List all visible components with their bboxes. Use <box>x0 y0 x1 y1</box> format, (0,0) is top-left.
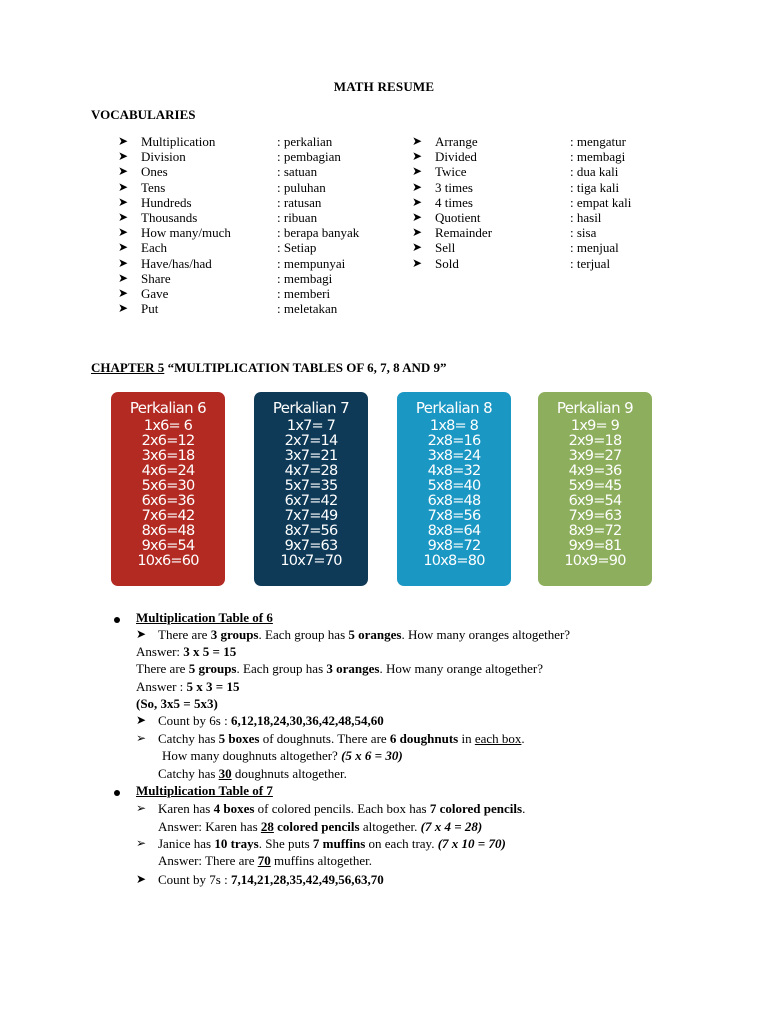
card-fact: 9x6=54 <box>141 538 195 554</box>
arrow-bullet-icon: ➤ <box>118 225 129 240</box>
chapter-title: “MULTIPLICATION TABLES OF 6, 7, 8 AND 9” <box>164 360 447 375</box>
vocab-word: Division <box>141 149 186 165</box>
chapter-label: CHAPTER 5 <box>91 360 165 375</box>
vocab-word: Arrange <box>435 134 478 149</box>
sec6-line7: Catchy has 5 boxes of doughnuts. There are 6 doughnuts in each box. <box>158 731 525 746</box>
card-fact: 2x9=18 <box>568 433 622 449</box>
vocab-word: Quotient <box>435 210 481 225</box>
multiplication-card <box>111 392 225 586</box>
vocab-meaning: : menjual <box>570 240 619 256</box>
sec6-line2: Answer: 3 x 5 = 15 <box>136 644 237 659</box>
card-fact: 8x9=72 <box>568 523 622 539</box>
arrow-bullet-icon: ➤ <box>412 210 423 224</box>
card-fact: 9x9=81 <box>568 538 622 554</box>
arrow-bullet-icon: ➤ <box>118 164 129 179</box>
arrow-bullet-icon: ➤ <box>118 194 129 209</box>
arrow-bullet-icon: ➤ <box>412 255 423 270</box>
arrow-bullet-icon: ➢ <box>136 801 147 815</box>
vocab-meaning: : memberi <box>277 286 331 301</box>
arrow-bullet-icon: ➤ <box>118 286 129 300</box>
multiplication-card <box>538 392 652 586</box>
sec7-line3: Janice has 10 trays. She puts 7 muffins on each tray. (7 x 10 = 70) <box>158 836 506 851</box>
arrow-bullet-icon: ➢ <box>136 836 147 850</box>
vocab-word: Hundreds <box>141 194 192 210</box>
vocab-word: Twice <box>435 164 467 180</box>
card-fact: 5x6=30 <box>141 478 195 494</box>
card-fact: 10x9=90 <box>564 553 626 569</box>
vocab-word: Sell <box>435 240 456 256</box>
multiplication-card <box>397 392 511 586</box>
vocab-meaning: : dua kali <box>570 164 619 180</box>
card-fact: 1x7= 7 <box>286 418 336 434</box>
arrow-bullet-icon: ➤ <box>136 713 147 727</box>
card-fact: 9x7=63 <box>284 538 338 554</box>
arrow-bullet-icon: ➤ <box>118 301 129 316</box>
sec6-line4: Answer : 5 x 3 = 15 <box>136 679 240 694</box>
card-fact: 6x8=48 <box>427 493 481 509</box>
vocab-meaning: : membagi <box>570 149 626 165</box>
vocab-word: Share <box>141 270 171 286</box>
sec6-line9: Catchy has 30 doughnuts altogether. <box>158 766 347 781</box>
card-fact: 5x8=40 <box>427 478 481 494</box>
card-fact: 4x7=28 <box>284 463 338 479</box>
arrow-bullet-icon: ➢ <box>136 731 147 745</box>
sec7-line1: Karen has 4 boxes of colored pencils. Each box has 7 colored pencils. <box>158 801 526 816</box>
vocab-meaning: : mempunyai <box>277 255 346 271</box>
arrow-bullet-icon: ➤ <box>118 210 129 224</box>
arrow-bullet-icon: ➤ <box>136 872 147 886</box>
card-fact: 3x6=18 <box>141 448 195 464</box>
arrow-bullet-icon: ➤ <box>412 225 423 240</box>
card-fact: 2x8=16 <box>427 433 481 449</box>
vocab-meaning: : pembagian <box>277 149 341 165</box>
section-6-heading: Multiplication Table of 6 <box>136 610 273 625</box>
vocab-word: Thousands <box>141 210 198 225</box>
vocab-word: Put <box>141 301 159 317</box>
vocab-meaning: : puluhan <box>277 179 326 195</box>
vocab-meaning: : meletakan <box>277 301 338 317</box>
card-fact: 2x7=14 <box>284 433 338 449</box>
vocab-word: Tens <box>141 179 166 195</box>
card-fact: 7x8=56 <box>427 508 481 524</box>
arrow-bullet-icon: ➤ <box>412 134 423 148</box>
multiplication-card <box>254 392 368 586</box>
card-fact: 6x9=54 <box>568 493 622 509</box>
card-fact: 8x6=48 <box>141 523 195 539</box>
card-fact: 1x6= 6 <box>143 418 193 434</box>
card-fact: 6x6=36 <box>141 493 195 509</box>
vocab-meaning: : hasil <box>570 210 602 225</box>
card-fact: 1x8= 8 <box>429 418 479 434</box>
section-7-heading: Multiplication Table of 7 <box>136 783 273 798</box>
arrow-bullet-icon: ➤ <box>118 134 129 148</box>
sec6-line3: There are 5 groups. Each group has 3 oranges. How many orange altogether? <box>136 661 544 676</box>
vocab-meaning: : berapa banyak <box>277 225 360 241</box>
arrow-bullet-icon: ➤ <box>412 179 423 194</box>
vocab-meaning: : ratusan <box>277 194 322 210</box>
card-fact: 4x9=36 <box>568 463 622 479</box>
arrow-bullet-icon: ➤ <box>136 627 147 641</box>
sec7-line4: Answer: There are 70 muffins altogether. <box>158 853 372 868</box>
vocab-word: Each <box>141 240 167 256</box>
vocab-word: Remainder <box>435 225 493 241</box>
vocab-meaning: : mengatur <box>570 134 626 149</box>
arrow-bullet-icon: ➤ <box>118 149 129 164</box>
sec6-line1: There are 3 groups. Each group has 5 oranges. How many oranges altogether? <box>158 627 571 642</box>
arrow-bullet-icon: ➤ <box>118 270 129 285</box>
card-fact: 7x6=42 <box>141 508 195 524</box>
card-fact: 10x6=60 <box>137 553 199 569</box>
card-fact: 10x7=70 <box>280 553 342 569</box>
card-fact: 8x8=64 <box>427 523 481 539</box>
card-fact: 5x7=35 <box>284 478 338 494</box>
card-fact: 4x8=32 <box>427 463 481 479</box>
arrow-bullet-icon: ➤ <box>412 240 423 255</box>
bullet-icon <box>114 790 120 796</box>
page-title: MATH RESUME <box>333 79 435 94</box>
card-fact: 2x6=12 <box>141 433 195 449</box>
vocab-word: Divided <box>435 149 477 165</box>
vocab-word: Multiplication <box>141 134 216 149</box>
arrow-bullet-icon: ➤ <box>412 194 423 209</box>
card-fact: 10x8=80 <box>423 553 485 569</box>
vocabularies-heading: VOCABULARIES <box>91 107 196 122</box>
card-fact: 7x9=63 <box>568 508 622 524</box>
vocab-word: Gave <box>141 286 169 301</box>
vocab-meaning: : satuan <box>277 164 318 180</box>
arrow-bullet-icon: ➤ <box>118 179 129 194</box>
vocab-word: Have/has/had <box>141 255 212 271</box>
card-fact: 7x7=49 <box>284 508 338 524</box>
card-title: Perkalian 9 <box>556 399 634 417</box>
vocab-meaning: : sisa <box>570 225 597 241</box>
arrow-bullet-icon: ➤ <box>118 255 129 270</box>
bullet-icon <box>114 617 120 623</box>
chapter-heading <box>91 360 447 376</box>
vocab-word: 4 times <box>435 194 473 210</box>
card-title: Perkalian 6 <box>129 399 207 417</box>
card-title: Perkalian 7 <box>272 399 350 417</box>
card-fact: 3x8=24 <box>427 448 481 464</box>
vocab-word: 3 times <box>435 179 473 195</box>
vocab-word: How many/much <box>141 225 231 241</box>
vocab-word: Ones <box>141 164 168 180</box>
sec6-line6: Count by 6s : 6,12,18,24,30,36,42,48,54,60 <box>158 713 384 728</box>
card-fact: 9x8=72 <box>427 538 481 554</box>
vocab-meaning: : terjual <box>570 255 611 271</box>
arrow-bullet-icon: ➤ <box>118 240 129 255</box>
arrow-bullet-icon: ➤ <box>412 149 423 164</box>
card-fact: 1x9= 9 <box>570 418 620 434</box>
card-fact: 8x7=56 <box>284 523 338 539</box>
sec6-line8: How many doughnuts altogether? (5 x 6 = 30) <box>162 748 403 763</box>
vocab-meaning: : Setiap <box>277 240 317 256</box>
sec6-line5: (So, 3x5 = 5x3) <box>136 696 218 711</box>
vocab-meaning: : empat kali <box>570 194 632 210</box>
card-fact: 3x7=21 <box>284 448 338 464</box>
sec7-line2: Answer: Karen has 28 colored pencils altogether. (7 x 4 = 28) <box>158 819 483 834</box>
card-fact: 4x6=24 <box>141 463 195 479</box>
card-title: Perkalian 8 <box>415 399 493 417</box>
sec7-line5: Count by 7s : 7,14,21,28,35,42,49,56,63,70 <box>158 872 384 887</box>
vocab-meaning: : membagi <box>277 270 333 286</box>
card-fact: 5x9=45 <box>568 478 622 494</box>
arrow-bullet-icon: ➤ <box>412 164 423 179</box>
vocab-word: Sold <box>435 255 459 271</box>
vocab-meaning: : perkalian <box>277 134 333 149</box>
vocab-meaning: : ribuan <box>277 210 318 225</box>
vocab-meaning: : tiga kali <box>570 179 620 195</box>
card-fact: 6x7=42 <box>284 493 338 509</box>
card-fact: 3x9=27 <box>568 448 622 464</box>
